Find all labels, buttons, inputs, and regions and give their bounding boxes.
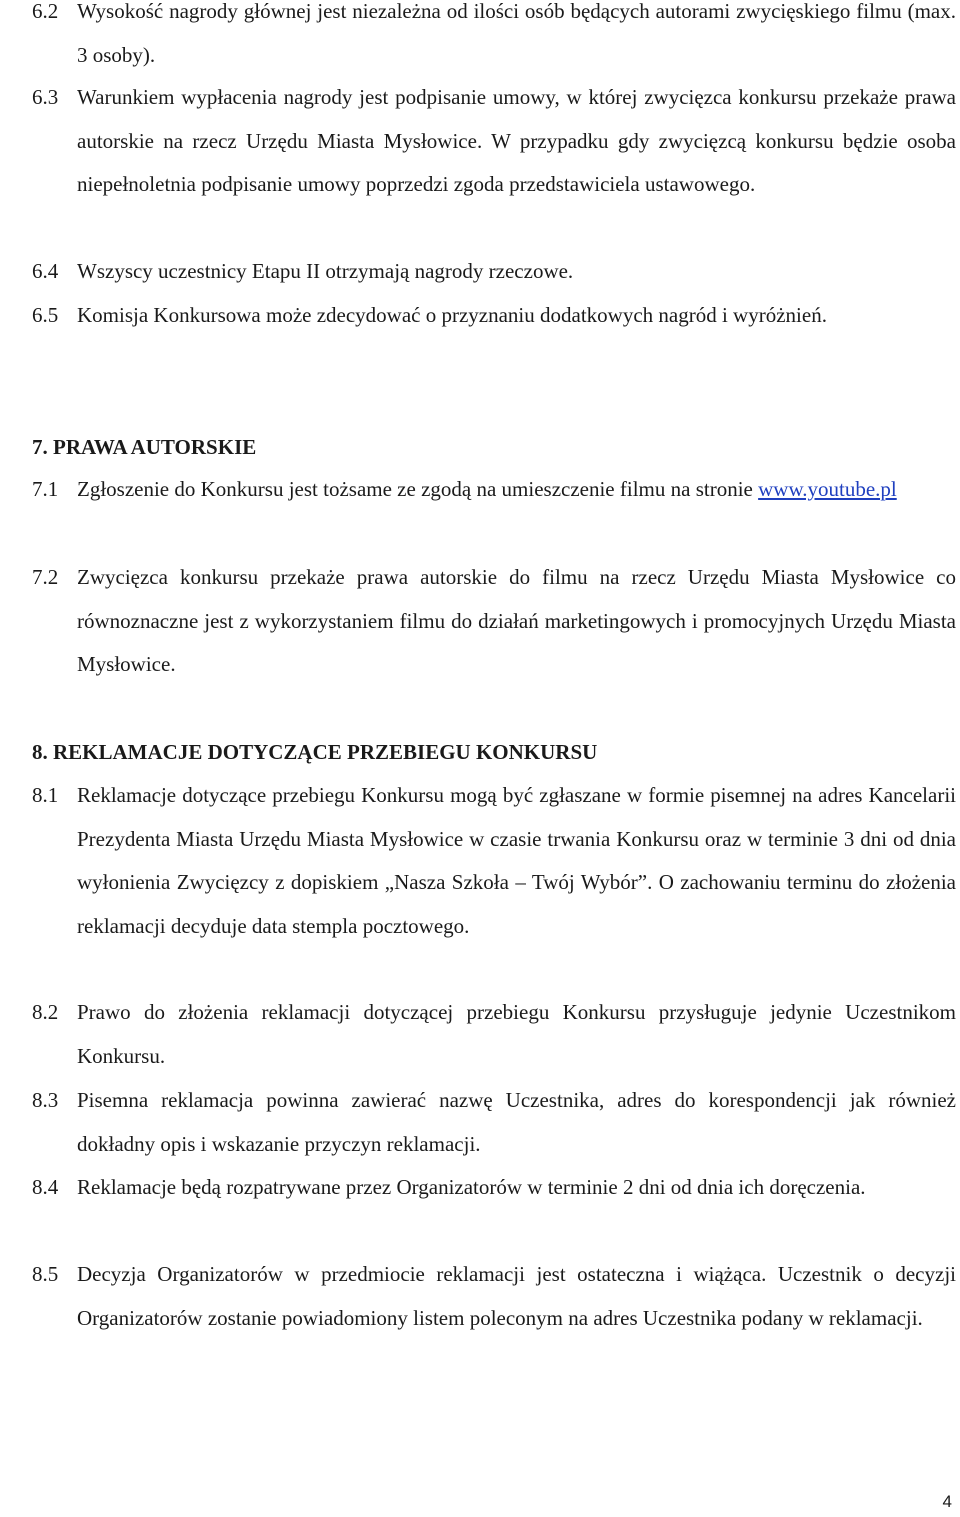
section-number: 6.2 <box>32 0 59 23</box>
section-text: Zwycięzca konkursu przekaże prawa autorskie do filmu na rzecz Urzędu Miasta Mysłowice co równoznaczne jest z wykorzystaniem filmu do działań marketingowych i promocyjnych Urzędu Miasta Mysłowice. <box>77 565 956 676</box>
section-text: Reklamacje będą rozpatrywane przez Organizatorów w terminie 2 dni od dnia ich doręczenia. <box>77 1175 866 1199</box>
section-text: Prawo do złożenia reklamacji dotyczącej przebiegu Konkursu przysługuje jedynie Uczestnikom Konkursu. <box>77 1000 956 1068</box>
section-text: Reklamacje dotyczące przebiegu Konkursu mogą być zgłaszane w formie pisemnej na adres Kancelarii Prezydenta Miasta Urzędu Miasta Mysłowice w czasie trwania Konkursu oraz w terminie 3 dni od dnia wyłonienia Zwycięzcy z dopiskiem „Nasza Szkoła – Twój Wybór”. O zachowaniu terminu do złożenia reklamacji decyduje data stempla pocztowego. <box>77 783 956 938</box>
section-text: Komisja Konkursowa może zdecydować o przyznaniu dodatkowych nagród i wyróżnień. <box>77 303 827 327</box>
section-number: 6.3 <box>32 85 59 109</box>
section-8-1 <box>32 774 956 948</box>
section-8-4 <box>32 1166 956 1210</box>
section-number: 8.2 <box>32 1000 59 1024</box>
youtube-link[interactable]: www.youtube.pl <box>758 477 897 501</box>
section-text <box>77 468 956 512</box>
section-number: 7.2 <box>32 565 59 589</box>
section-number: 8.3 <box>32 1088 59 1112</box>
section-number: 6.4 <box>32 259 59 283</box>
section-8-5 <box>32 1253 956 1340</box>
section-number: 8.4 <box>32 1175 59 1199</box>
section-text: Warunkiem wypłacenia nagrody jest podpisanie umowy, w której zwycięzca konkursu przekaże prawa autorskie na rzecz Urzędu Miasta Mysłowice. W przypadku gdy zwycięzcą konkursu będzie osoba niepełnoletnia podpisanie umowy poprzedzi zgoda przedstawiciela ustawowego. <box>77 85 956 196</box>
section-6-3 <box>32 76 956 207</box>
section-number: 6.5 <box>32 303 59 327</box>
section-text: Pisemna reklamacja powinna zawierać nazwę Uczestnika, adres do korespondencji jak również dokładny opis i wskazanie przyczyn reklamacji. <box>77 1088 956 1156</box>
section-number: 8.1 <box>32 783 59 807</box>
section-7-1 <box>32 468 956 512</box>
section-6-5 <box>32 294 956 338</box>
section-number: 8.5 <box>32 1262 59 1286</box>
section-number: 7.1 <box>32 477 59 501</box>
section-text-main: Zgłoszenie do Konkursu jest tożsame ze zgodą na umieszczenie filmu na stronie <box>77 477 753 501</box>
heading-reklamacje: 8. REKLAMACJE DOTYCZĄCE PRZEBIEGU KONKURSU <box>32 740 598 764</box>
section-8-3 <box>32 1079 956 1166</box>
section-8-2 <box>32 991 956 1078</box>
section-6-2 <box>32 0 956 77</box>
section-text: Wysokość nagrody głównej jest niezależna od ilości osób będących autorami zwycięskiego filmu (max. 3 osoby). <box>77 0 956 67</box>
page-number: 4 <box>942 1492 952 1511</box>
section-text: Wszyscy uczestnicy Etapu II otrzymają nagrody rzeczowe. <box>77 259 574 283</box>
heading-prawa-autorskie: 7. PRAWA AUTORSKIE <box>32 435 257 459</box>
section-6-4 <box>32 250 956 294</box>
section-7-2 <box>32 556 956 687</box>
section-text: Decyzja Organizatorów w przedmiocie reklamacji jest ostateczna i wiążąca. Uczestnik o decyzji Organizatorów zostanie powiadomiony listem poleconym na adres Uczestnika podany w reklamacji. <box>77 1262 956 1330</box>
